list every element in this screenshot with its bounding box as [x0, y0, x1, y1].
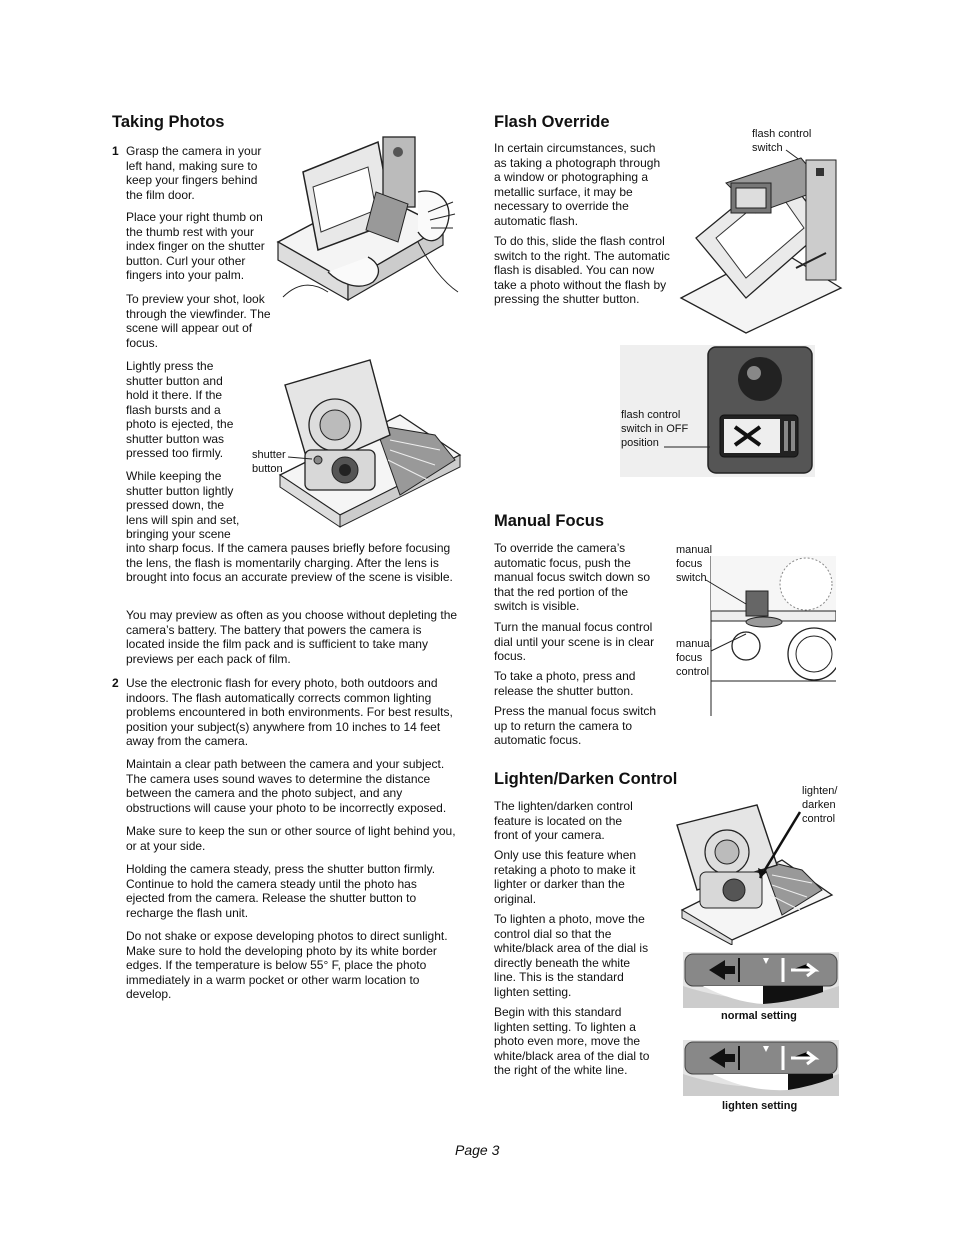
- lighten-setting-dial-illustration: [683, 1040, 839, 1096]
- paragraph: To take a photo, press and release the shutter button.: [494, 669, 636, 698]
- paragraph: To override the camera’s automatic focus, push the manual focus switch down so that the red portion of the switch is visible.: [494, 541, 651, 613]
- paragraph: Do not shake or expose developing photos to direct sunlight. Make sure to hold the developing photo by its white border edges. If the temperature is below 55° F, place the photo immediately in a warm pocket or other warm location to develop.: [126, 929, 448, 1001]
- paragraph: Place your right thumb on the thumb rest with your index finger on the shutter button. Curl your other fingers into your palm.: [126, 210, 265, 282]
- shutter-button-label: shutter button: [252, 449, 286, 475]
- paragraph: Only use this feature when retaking a photo to make it lighter or darker than the original.: [494, 848, 637, 906]
- paragraph: Press the manual focus switch up to return the camera to automatic focus.: [494, 704, 657, 747]
- paragraph: To preview your shot, look through the viewfinder. The scene will appear out of focus.: [126, 292, 271, 350]
- camera-hands-illustration: [268, 132, 468, 322]
- paragraph: To do this, slide the flash control switch to the right. The automatic flash is disabled. You can now take a photo without the flash by pressing the shutter button.: [494, 234, 670, 306]
- heading-taking-photos: Taking Photos: [112, 113, 225, 131]
- shutter-button-illustration: [250, 355, 468, 530]
- paragraph: In certain circumstances, such as taking a photograph through a window or photographing a metallic surface, it may be necessary to override the automatic flash.: [494, 141, 661, 228]
- normal-setting-dial-illustration: [683, 952, 839, 1008]
- heading-flash-override: Flash Override: [494, 113, 610, 131]
- paragraph: Holding the camera steady, press the shutter button firmly. Continue to hold the camera steady until the photo has ejected from the camera. Release the shutter button to recharge the flash unit.: [126, 862, 436, 920]
- flash-control-switch-label: flash control switch: [752, 128, 812, 154]
- lighten-setting-caption: lighten setting: [722, 1100, 798, 1112]
- normal-setting-caption: normal setting: [721, 1010, 797, 1022]
- paragraph: Lightly press the shutter button and hold it there. If the flash bursts and a photo is ejected, the shutter button was pressed too firmly.: [126, 359, 234, 460]
- paragraph: Use the electronic flash for every photo, both outdoors and indoors. The flash automatically corrects common lighting problems encountered in both environments. For best results, position your subject(s) anywhere from 10 inches to 14 feet away from the camera.: [126, 676, 453, 748]
- paragraph: into sharp focus. If the camera pauses briefly before focusing the lens, the flash is momentarily charging. After the lens is brought into focus an accurate preview of the scene is visible.: [126, 541, 453, 584]
- paragraph: Make sure to keep the sun or other source of light behind you, or at your side.: [126, 824, 456, 853]
- heading-manual-focus: Manual Focus: [494, 512, 605, 530]
- paragraph: Maintain a clear path between the camera and your subject. The camera uses sound waves to determine the distance between the camera and the photo subject, and any obstructions will cause your photo to be incorrectly exposed.: [126, 757, 447, 815]
- flash-override-camera-illustration: [676, 128, 851, 338]
- step-number-2: 2: [112, 676, 119, 690]
- paragraph: While keeping the shutter button lightly pressed down, the lens will spin and set, bringing your scene: [126, 469, 240, 541]
- paragraph: The lighten/darken control feature is located on the front of your camera.: [494, 799, 633, 842]
- lighten-darken-control-label: lighten/ darken control: [802, 785, 838, 825]
- flash-switch-off-label: flash control switch in OFF position: [621, 409, 689, 449]
- heading-lighten-darken: Lighten/Darken Control: [494, 770, 678, 788]
- manual-focus-control-label: manual focus control: [676, 638, 713, 678]
- step-number-1: 1: [112, 144, 119, 158]
- paragraph: Begin with this standard lighten setting. To lighten a photo even more, move the white/black area of the dial to the right of the white line.: [494, 1005, 650, 1077]
- manual-focus-switch-label: manual focus switch: [676, 544, 713, 584]
- page-number: Page 3: [455, 1142, 500, 1158]
- paragraph: You may preview as often as you choose without depleting the camera’s battery. The battery that powers the camera is located inside the film pack and is sufficient to take many previews per each pack of film.: [126, 608, 458, 666]
- paragraph: Grasp the camera in your left hand, making sure to keep your fingers behind the film door.: [126, 144, 262, 202]
- paragraph: To lighten a photo, move the control dial so that the white/black area of the dial is directly beneath the white line. This is the standard lighten setting.: [494, 912, 649, 999]
- paragraph: Turn the manual focus control dial until your scene is in clear focus.: [494, 620, 655, 663]
